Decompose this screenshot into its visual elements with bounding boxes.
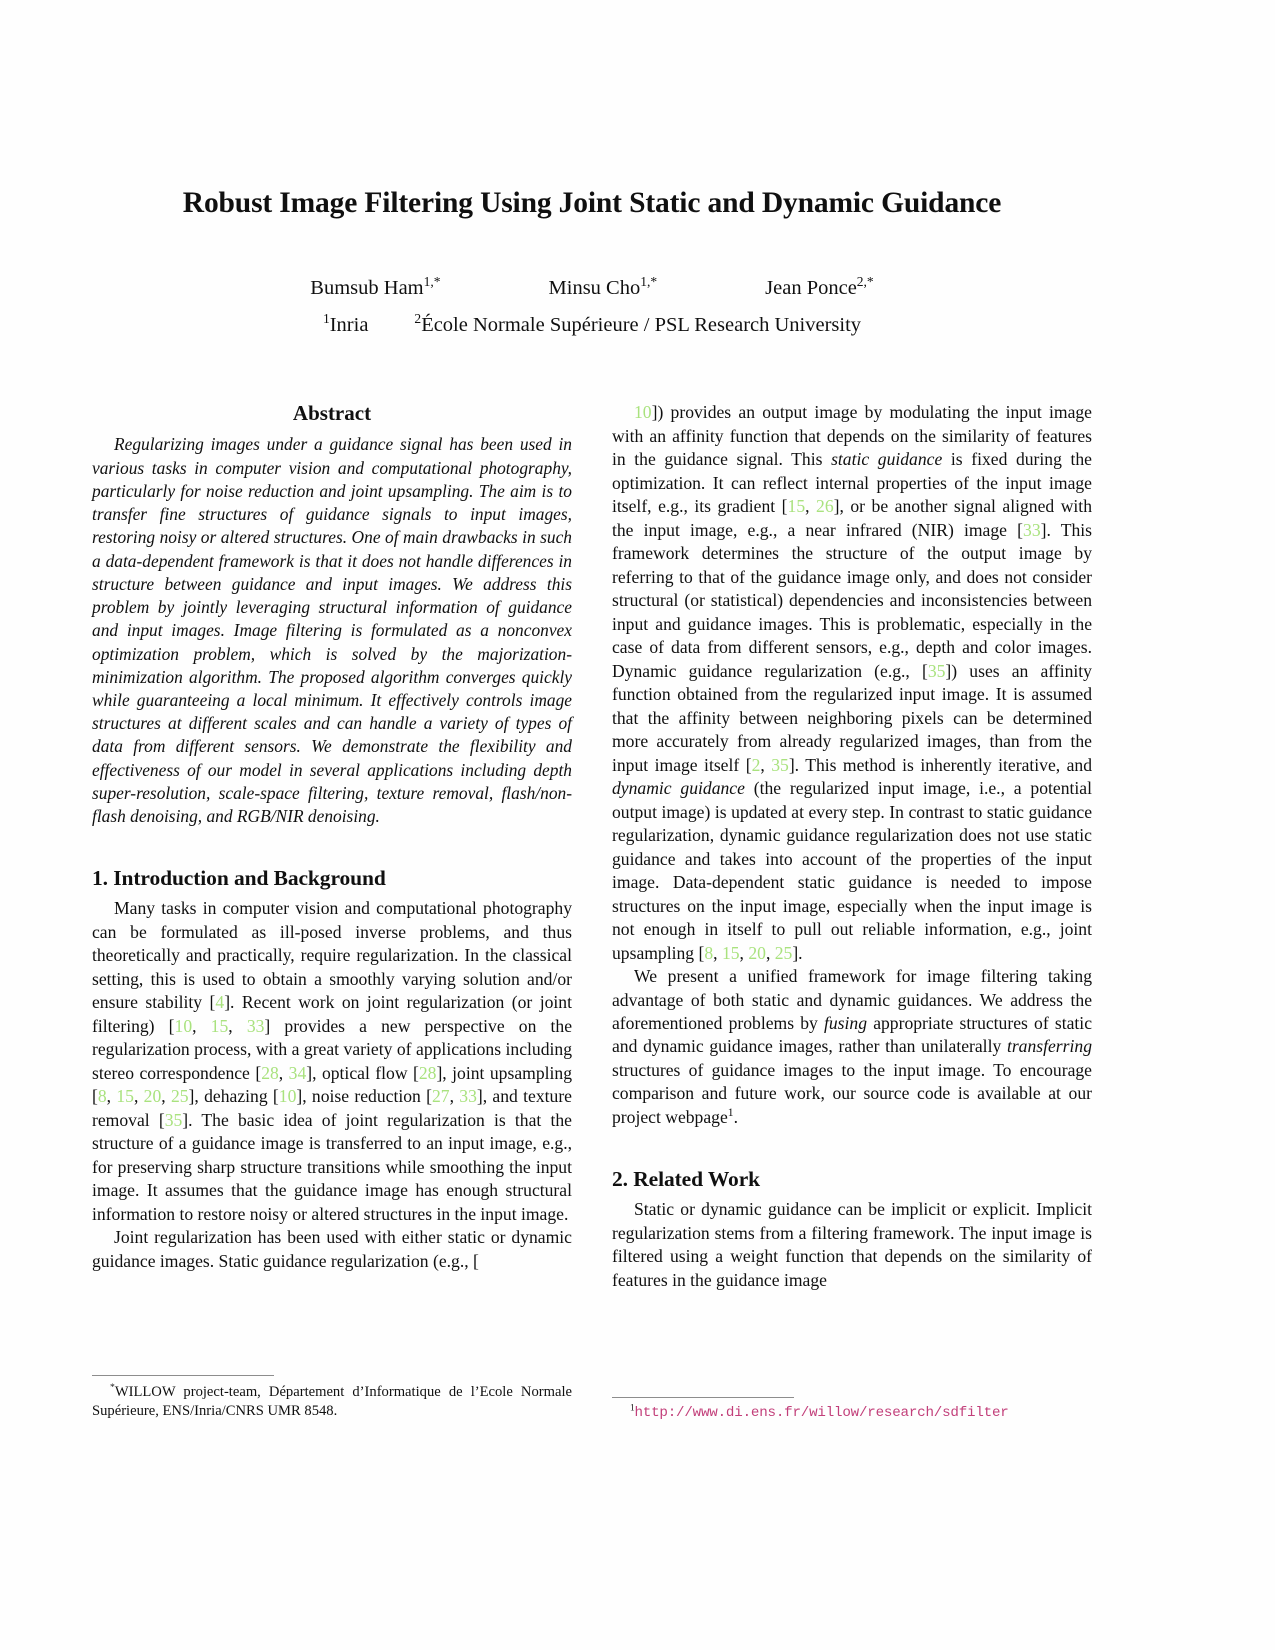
author-entry xyxy=(548,274,658,300)
page-title: Robust Image Filtering Using Joint Static and Dynamic Guidance xyxy=(182,187,1002,219)
related-work-paragraph-1: Static or dynamic guidance can be implicit or explicit. Implicit regularization stems from a filtering framework. The input image is filtered using a weight function that depends on the similarity of features in the guidance image xyxy=(612,1199,1092,1290)
citation-link[interactable]: 34 xyxy=(288,1062,307,1083)
author-affiliation-mark: 1,* xyxy=(640,274,658,290)
citation-link[interactable]: 26 xyxy=(816,496,834,517)
citation-link[interactable]: 27 xyxy=(431,1086,450,1107)
right-column xyxy=(612,401,1092,1421)
citation-link[interactable]: 2 xyxy=(751,754,761,775)
footnote-reference[interactable]: 1 xyxy=(727,1106,734,1120)
citation-link[interactable]: 28 xyxy=(418,1062,437,1083)
intro-paragraph-3: We present a unified framework for image filtering taking advantage of both static and dynamic guidances. We address the aforementioned problems by fusing appropriate structures of static and dynamic guidance images, rather than unilaterally transferring structures of guidance images to the input image. To encourage comparison and future work, our source code is available at our project webpage$^1$. xyxy=(612,966,1092,1127)
citation-link[interactable]: 15 xyxy=(116,1086,134,1107)
project-url-text[interactable]: http://www.di.ens.fr/willow/research/sdfilter xyxy=(634,1405,1009,1422)
footnote-affiliation-note xyxy=(92,1383,572,1421)
citation-link[interactable]: 33 xyxy=(246,1015,265,1036)
left-footnote xyxy=(92,1375,572,1421)
affiliation-entry xyxy=(322,311,369,337)
footnote-text: WILLOW project-team, Département d’Informatique de l’Ecole Normale Supérieure, ENS/Inria/CNRS UMR 8548. xyxy=(92,1384,572,1420)
emphasis-text: static guidance xyxy=(831,449,943,470)
affiliation-text: Inria xyxy=(329,314,369,337)
footnote-marker: 1 xyxy=(630,1403,635,1414)
citation-link[interactable]: 10 xyxy=(634,402,652,423)
emphasis-text: transferring xyxy=(1006,1036,1092,1057)
affiliation-entry xyxy=(414,311,862,337)
emphasis-text: dynamic guidance xyxy=(612,778,745,799)
citation-link[interactable]: 35 xyxy=(164,1109,183,1130)
emphasis-text: fusing xyxy=(824,1012,868,1033)
affiliation-mark: 1 xyxy=(322,311,330,327)
intro-paragraph-2-continued: 10]) provides an output image by modulating the input image with an affinity function that depends on the similarity of features in the guidance signal. This static guidance is fixed during the optimization. It can reflect internal properties of the input image itself, e.g., its gradient [15, 26], or be another signal aligned with the input image, e.g., a near infrared (NIR) image [33]. This framework determines the structure of the output image by referring to that of the guidance image only, and does not consider structural (or statistical) dependencies and inconsistencies between input and guidance images. This is problematic, especially in the case of data from different sensors, e.g., depth and color images. Dynamic guidance regularization (e.g., [35]) uses an affinity function obtained from the regularized input image. It is assumed that the affinity between neighboring pixels can be determined more accurately from already regularized images, than from the input image itself [2, 35]. This method is inherently iterative, and dynamic guidance (the regularized input image, i.e., a potential output image) is updated at every step. In contrast to static guidance regularization, dynamic guidance regularization does not use static guidance and takes into account of the properties of the input image. Data-dependent static guidance is needed to impose structures on the input image, especially when the input image is not enough in itself to pull out reliable information, e.g., joint upsampling [8, 15, 20, 25]. xyxy=(612,402,1093,963)
citation-link[interactable]: 10 xyxy=(174,1015,193,1036)
abstract-heading: Abstract xyxy=(292,401,372,426)
citation-link[interactable]: 25 xyxy=(774,942,793,963)
paper-content xyxy=(92,186,1092,1421)
citation-link[interactable]: 15 xyxy=(210,1015,229,1036)
citation-link[interactable]: 4 xyxy=(215,992,225,1013)
two-column-body xyxy=(92,401,1092,1421)
citation-link[interactable]: 25 xyxy=(170,1086,189,1107)
footnote-project-url[interactable] xyxy=(612,1405,1092,1421)
abstract-text: Regularizing images under a guidance signal has been used in various tasks in computer vision and computational photography, particularly for noise reduction and joint upsampling. The aim is to transfer fine structures of guidance signals to input images, restoring noisy or altered structures. One of main drawbacks in such a data-dependent framework is that it does not handle differences in structure between guidance and input images. We address this problem by jointly leveraging structural information of guidance and input images. Image filtering is formulated as a nonconvex optimization problem, which is solved by the majorization-minimization algorithm. The proposed algorithm converges quickly while guaranteeing a local minimum. It effectively controls image structures at different scales and can handle a variety of types of data from different sensors. We demonstrate the flexibility and effectiveness of our model in several applications including depth super-resolution, scale-space filtering, texture removal, flash/non-flash denoising, and RGB/NIR denoising. xyxy=(92,434,572,827)
intro-paragraph-2-start: Joint regularization has been used with either static or dynamic guidance images. Static guidance regularization (e.g., [ xyxy=(92,1227,572,1271)
citation-link[interactable]: 15 xyxy=(787,496,806,517)
author-list xyxy=(92,274,1092,300)
left-column xyxy=(92,401,572,1421)
citation-link[interactable]: 35 xyxy=(771,754,789,775)
author-entry xyxy=(765,274,874,300)
citation-link[interactable]: 20 xyxy=(143,1086,162,1107)
citation-link[interactable]: 20 xyxy=(748,942,766,963)
author-name: Minsu Cho xyxy=(548,277,641,300)
right-footnote xyxy=(612,1397,1092,1421)
author-entry xyxy=(310,274,441,300)
author-name: Jean Ponce xyxy=(765,277,857,300)
footnote-rule xyxy=(92,1375,274,1376)
affiliation-text: École Normale Supérieure / PSL Research University xyxy=(421,314,862,337)
citation-link[interactable]: 33 xyxy=(459,1086,477,1107)
citation-link[interactable]: 33 xyxy=(1023,519,1041,540)
citation-link[interactable]: 8 xyxy=(97,1086,107,1107)
author-name: Bumsub Ham xyxy=(310,277,424,300)
citation-link[interactable]: 10 xyxy=(278,1086,297,1107)
citation-link[interactable]: 8 xyxy=(704,942,714,963)
footnote-marker: * xyxy=(110,1382,115,1394)
citation-link[interactable]: 28 xyxy=(261,1062,279,1083)
section-heading-related-work: 2. Related Work xyxy=(612,1167,761,1192)
affiliation-mark: 2 xyxy=(414,311,422,327)
citation-link[interactable]: 15 xyxy=(721,942,740,963)
author-affiliation-mark: 1,* xyxy=(423,274,441,290)
citation-link[interactable]: 35 xyxy=(927,660,946,681)
author-affiliation-mark: 2,* xyxy=(856,274,874,290)
footnote-rule xyxy=(612,1397,794,1398)
section-heading-introduction: 1. Introduction and Background xyxy=(92,866,386,891)
intro-paragraph-1: Many tasks in computer vision and computational photography can be formulated as ill-posed inverse problems, and thus theoretically and practically, require regularization. In the classical setting, this is used to obtain a smoothly varying solution and/or ensure stability [4]. Recent work on joint regularization (or joint filtering) [10, 15, 33] provides a new perspective on the regularization process, with a great variety of applications including stereo correspondence [28, 34], optical flow [28], joint upsampling [8, 15, 20, 25], dehazing [10], noise reduction [27, 33], and texture removal [35]. The basic idea of joint regularization is that the structure of a guidance image is transferred to an input image, e.g., for preserving sharp structure transitions while smoothing the input image. It assumes that the guidance image has enough structural information to restore noisy or altered structures in the input image. xyxy=(92,898,573,1224)
affiliation-list xyxy=(92,311,1092,337)
